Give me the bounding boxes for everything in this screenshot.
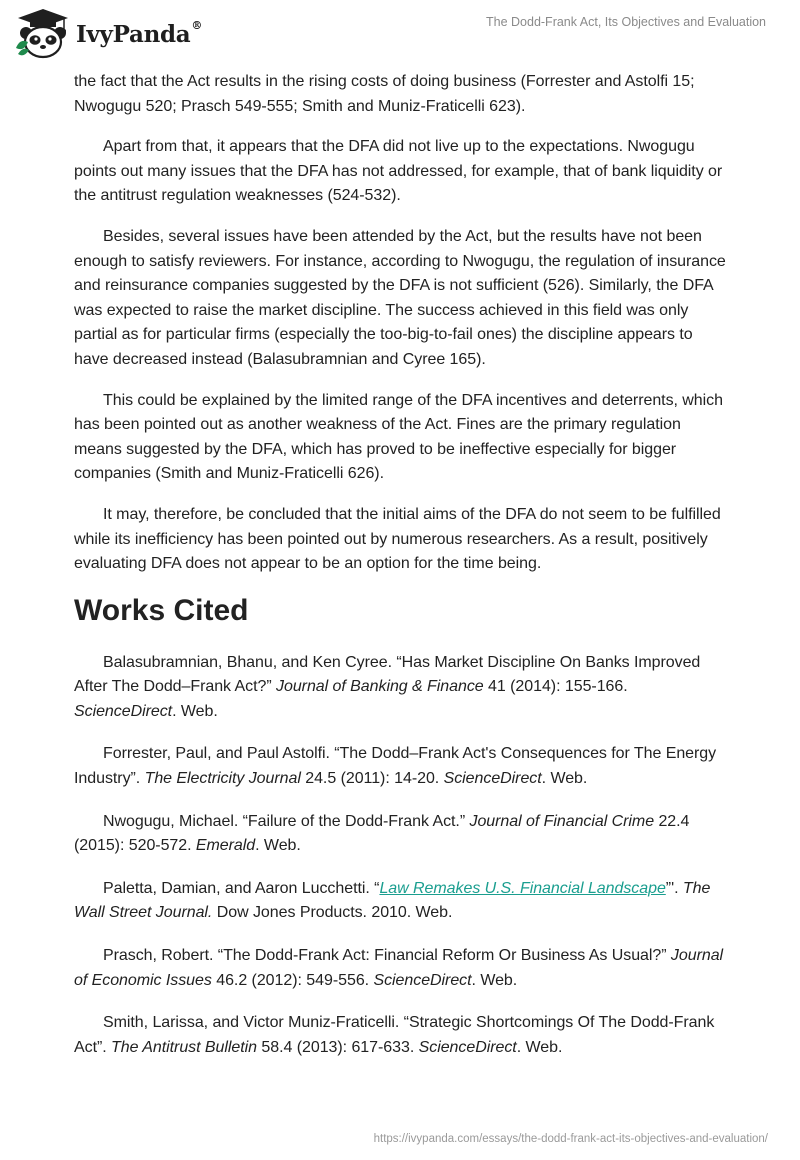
body-paragraph: Apart from that, it appears that the DFA did not live up to the expectations. Nwogugu points out many issues that the DFA has not addressed, for example, that of bank liquidity or the antitrust regulation weaknesses (524-532).	[74, 138, 723, 205]
page-header	[0, 0, 800, 70]
works-cited-heading: Works Cited	[74, 593, 249, 627]
ivypanda-logo[interactable]	[14, 8, 202, 60]
document-title: The Dodd-Frank Act, Its Objectives and Evaluation	[486, 15, 766, 29]
citation-entry: Prasch, Robert. “The Dodd-Frank Act: Financial Reform Or Business As Usual?” Journal of Economic Issues 46.2 (2012): 549-556. ScienceDirect. Web.	[74, 947, 724, 989]
body-paragraph: This could be explained by the limited range of the DFA incentives and deterrents, which has been pointed out as another weakness of the Act. Fines are the primary regulation means suggested by the DFA, which has proved to be ineffective especially for bigger companies (Smith and Muniz-Fraticelli 626).	[74, 391, 723, 483]
citation-entry: Forrester, Paul, and Paul Astolfi. “The Dodd–Frank Act's Consequences for The Energy Industry”. The Electricity Journal 24.5 (2011): 14-20. ScienceDirect. Web.	[74, 745, 717, 788]
body-paragraph: Besides, several issues have been attended by the Act, but the results have not been enough to satisfy reviewers. For instance, according to Nwogugu, the regulation of insurance and reinsurance companies suggested by the DFA is not sufficient (526). Similarly, the DFA was expected to raise the market discipline. The success achieved in this field was only partial as for particular firms (especially the too-big-to-fail ones) the discipline appears to have decreased instead (Balasubramnian and Cyree 165).	[74, 227, 726, 368]
citation-entry: Balasubramnian, Bhanu, and Ken Cyree. “Has Market Discipline On Banks Improved After The Dodd–Frank Act?” Journal of Banking & Finance 41 (2014): 155-166. ScienceDirect. Web.	[74, 653, 701, 720]
panda-graduate-icon	[14, 8, 72, 60]
citation-entry: Nwogugu, Michael. “Failure of the Dodd-Frank Act.” Journal of Financial Crime 22.4 (2015): 520-572. Emerald. Web.	[74, 812, 690, 855]
essay-content	[74, 70, 726, 1078]
citation-entry: Paletta, Damian, and Aaron Lucchetti. “Law Remakes U.S. Financial Landscape”'. The Wall Street Journal. Dow Jones Products. 2010. Web.	[74, 879, 711, 922]
citation-link[interactable]: Law Remakes U.S. Financial Landscape	[379, 879, 666, 897]
body-paragraph: It may, therefore, be concluded that the initial aims of the DFA do not seem to be fulfilled while its inefficiency has been pointed out by numerous researchers. As a result, positively evaluating DFA does not appear to be an option for the time being.	[74, 505, 721, 573]
logo-wordmark: IvyPanda®	[76, 18, 203, 48]
source-url: https://ivypanda.com/essays/the-dodd-frank-act-its-objectives-and-evaluation/	[373, 1133, 768, 1145]
body-paragraph: the fact that the Act results in the rising costs of doing business (Forrester and Astolfi 15; Nwogugu 520; Prasch 549-555; Smith and Muniz-Fraticelli 623).	[74, 73, 695, 115]
citation-entry: Smith, Larissa, and Victor Muniz-Fraticelli. “Strategic Shortcomings Of The Dodd-Frank Act”. The Antitrust Bulletin 58.4 (2013): 617-633. ScienceDirect. Web.	[74, 1014, 715, 1056]
